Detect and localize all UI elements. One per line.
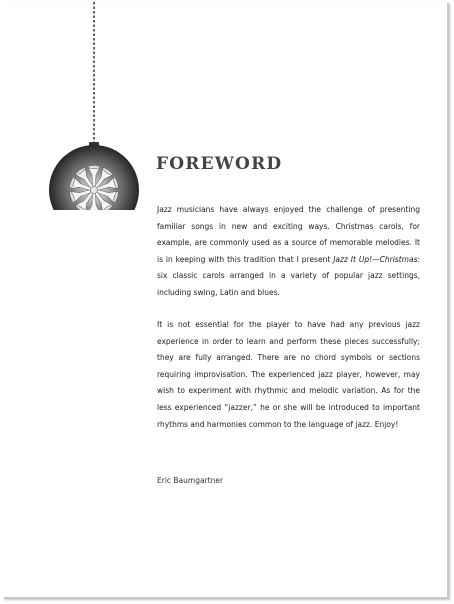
- book-title-dash: —: [372, 254, 380, 264]
- book-title-part-1: Jazz It Up!: [333, 254, 373, 264]
- paragraph-1: [157, 202, 420, 302]
- paragraph-1-text: Jazz musicians have always enjoyed the challenge of presenting familiar songs in new and exciting ways. Christmas carols, for example, are commonly used as a source of memorable melodies. It is in keeping with this tradition that I present: [157, 205, 420, 264]
- paragraph-2: It is not essential for the player to have had any previous jazz experience in order to learn and perform these pieces successfully; they are fully arranged. There are no chord symbols or sections requiring improvisation. The experienced jazz player, however, may wish to experiment with rhythmic and melodic variation. As for the less experienced “jazzer,” he or she will be introduced to important rhythms and harmonies common to the language of jazz. Enjoy!: [157, 320, 420, 429]
- paragraph-1-text-end: : six classic carols arranged in a variety of popular jazz settings, including swing, Latin and blues.: [157, 254, 421, 297]
- christmas-ornament-icon: [40, 0, 150, 210]
- author-signature: Eric Baumgartner: [157, 476, 224, 485]
- page-title: FOREWORD: [156, 154, 283, 174]
- book-title-part-2: Christmas: [379, 254, 418, 264]
